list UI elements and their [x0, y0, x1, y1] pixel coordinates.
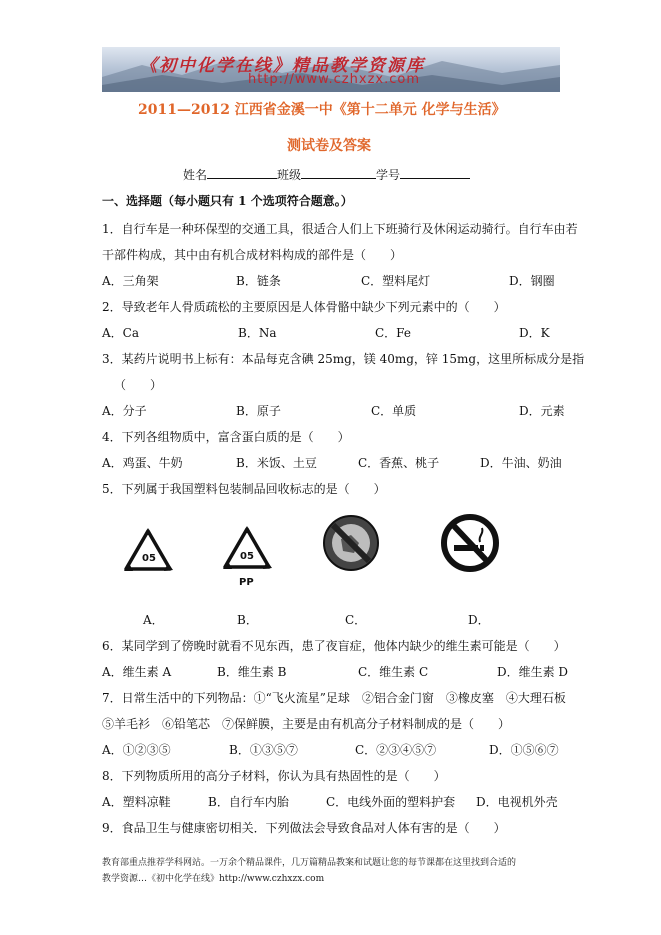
question-5-option-b[interactable]: B．	[237, 613, 258, 627]
question-3-line-1: 3．某药片说明书上标有：本品每克含碘 25mg，镁 40mg，锌 15mg，这里所标成分是指	[102, 352, 585, 366]
footer-line-1: 教育部重点推荐学科网站。一万余个精品课件，几万篇精品教案和试题让您的每节课都在这里找到合适的	[102, 858, 517, 868]
recycle-05-icon-text: 05	[142, 553, 156, 564]
banner-title: 《初中化学在线》精品教学资源库	[140, 56, 425, 76]
question-5-option-c[interactable]: C．	[345, 613, 367, 627]
student-info-line	[183, 166, 470, 183]
class-field[interactable]	[301, 166, 376, 179]
question-6-option-c[interactable]: C．维生素 C	[358, 665, 429, 679]
document-title: 2011—2012 江西省金溪一中《第十二单元 化学与生活》	[138, 102, 506, 118]
question-4-option-b[interactable]: B．米饭、土豆	[236, 456, 317, 470]
question-8-option-d[interactable]: D．电视机外壳	[476, 795, 558, 809]
question-2-option-b[interactable]: B．Na	[238, 326, 277, 340]
question-6-option-a[interactable]: A．维生素 A	[102, 665, 172, 679]
recycle-05-pp-icon-number: 05	[240, 551, 254, 562]
question-7-option-b[interactable]: B．①③⑤⑦	[229, 743, 298, 757]
footer-line-2[interactable]: 教学资源…《初中化学在线》http://www.czhxzx.com	[102, 874, 325, 884]
question-7-line-1: 7．日常生活中的下列物品：①“飞火流星”足球 ②铝合金门窗 ③橡皮塞 ④大理石板	[102, 691, 566, 705]
document-subtitle: 测试卷及答案	[287, 138, 371, 154]
question-6-line-1: 6．某同学到了傍晚时就看不见东西，患了夜盲症，他体内缺少的维生素可能是（ ）	[102, 639, 566, 653]
question-4-option-a[interactable]: A．鸡蛋、牛奶	[102, 456, 183, 470]
question-3-option-a[interactable]: A．分子	[102, 404, 147, 418]
question-1-option-d[interactable]: D．钢圈	[509, 274, 555, 288]
question-6-option-d[interactable]: D．维生素 D	[497, 665, 569, 679]
recycle-05-pp-icon-label: PP	[239, 577, 254, 588]
no-dumping-sign-icon[interactable]	[321, 513, 381, 573]
id-label: 学号	[376, 168, 401, 182]
question-5-line-1: 5．下列属于我国塑料包装制品回收标志的是（ ）	[102, 482, 386, 496]
section-heading: 一、选择题（每小题只有 1 个选项符合题意。）	[102, 194, 353, 208]
question-7-option-d[interactable]: D．①⑤⑥⑦	[489, 743, 559, 757]
question-3-line-2: （ ）	[114, 378, 163, 392]
question-8-option-a[interactable]: A．塑料凉鞋	[102, 795, 171, 809]
question-2-option-d[interactable]: D．K	[519, 326, 550, 340]
question-3-option-c[interactable]: C．单质	[371, 404, 417, 418]
question-1-option-b[interactable]: B．链条	[236, 274, 281, 288]
question-5-option-a[interactable]: A．	[143, 613, 164, 627]
question-8-option-c[interactable]: C．电线外面的塑料护套	[326, 795, 456, 809]
header-banner	[102, 47, 560, 92]
name-label: 姓名	[183, 168, 208, 182]
question-3-option-b[interactable]: B．原子	[236, 404, 281, 418]
question-2-option-a[interactable]: A．Ca	[102, 326, 140, 340]
id-field[interactable]	[400, 166, 470, 179]
recycle-05-pp-icon[interactable]	[219, 523, 275, 593]
question-2-option-c[interactable]: C．Fe	[375, 326, 411, 340]
no-smoking-sign-icon[interactable]	[440, 512, 500, 574]
question-5-option-d[interactable]: D．	[468, 613, 490, 627]
class-label: 班级	[277, 168, 302, 182]
question-8-line-1: 8．下列物质所用的高分子材料，你认为具有热固性的是（ ）	[102, 769, 446, 783]
question-9-line-1: 9．食品卫生与健康密切相关．下列做法会导致食品对人体有害的是（ ）	[102, 821, 506, 835]
question-6-option-b[interactable]: B．维生素 B	[217, 665, 287, 679]
question-1-line-1: 1．自行车是一种环保型的交通工具，很适合人们上下班骑行及休闲运动骑行。自行车由若	[102, 222, 578, 236]
question-1-option-a[interactable]: A．三角架	[102, 274, 159, 288]
question-7-line-2: ⑤羊毛衫 ⑥铅笔芯 ⑦保鲜膜，主要是由有机高分子材料制成的是（ ）	[102, 717, 511, 731]
recycle-05-icon[interactable]	[120, 525, 176, 581]
question-4-option-c[interactable]: C．香蕉、桃子	[358, 456, 440, 470]
name-field[interactable]	[207, 166, 277, 179]
question-2-line-1: 2．导致老年人骨质疏松的主要原因是人体骨骼中缺少下列元素中的（ ）	[102, 300, 506, 314]
question-4-option-d[interactable]: D．牛油、奶油	[480, 456, 562, 470]
banner-url[interactable]: http://www.czhxzx.com	[248, 72, 420, 87]
question-4-line-1: 4．下列各组物质中，富含蛋白质的是（ ）	[102, 430, 350, 444]
question-1-line-2: 干部件构成，其中由有机合成材料构成的部件是（ ）	[102, 248, 403, 262]
question-3-option-d[interactable]: D．元素	[519, 404, 565, 418]
question-7-option-a[interactable]: A．①②③⑤	[102, 743, 171, 757]
question-1-option-c[interactable]: C．塑料尾灯	[361, 274, 431, 288]
question-8-option-b[interactable]: B．自行车内胎	[208, 795, 289, 809]
question-7-option-c[interactable]: C．②③④⑤⑦	[355, 743, 437, 757]
